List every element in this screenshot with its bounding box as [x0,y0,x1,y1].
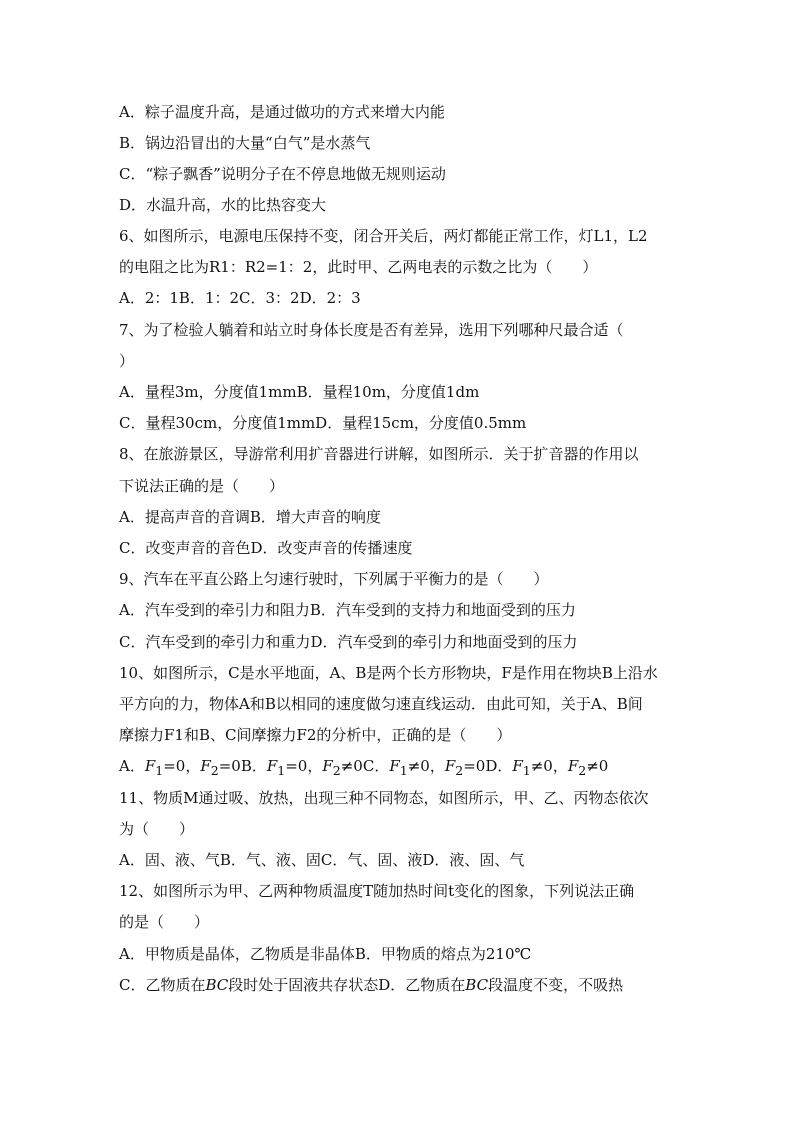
q7-options-ab: A．量程3m，分度值1mmB．量程10m，分度值1dm [119,383,480,401]
q8-stem-line-2: 下说法正确的是（ ） [119,477,285,495]
q5-option-c: C．“粽子飘香”说明分子在不停息地做无规则运动 [119,165,446,183]
q5-option-d: D．水温升高，水的比热容变大 [119,196,327,214]
q9-options-cd: C．汽车受到的牵引力和重力D．汽车受到的牵引力和地面受到的压力 [119,633,578,651]
q8-stem-line-1: 8、在旅游景区，导游常利用扩音器进行讲解，如图所示．关于扩音器的作用以 [119,445,639,463]
q6-stem-line-1: 6、如图所示，电源电压保持不变，闭合开关后，两灯都能正常工作，灯L1，L2 [119,227,648,245]
q10-stem-line-3: 摩擦力F1和B、C间摩擦力F2的分析中，正确的是（ ） [119,726,512,744]
q9-stem: 9、汽车在平直公路上匀速行驶时，下列属于平衡力的是（ ） [119,570,549,588]
q10-stem-line-2: 平方向的力，物体A和B以相同的速度做匀速直线运动．由此可知，关于A、B间 [119,695,643,713]
q8-options-ab: A．提高声音的音调B．增大声音的响度 [119,508,381,526]
q10-options: A．$F_1=0$，$F_2=0B$．$F_1=0$，$F_2\ne 0C$．$F_1\ne 0$，$F_2=0D$．$F_1\ne 0$，$F_2\ne 0$ [119,757,609,778]
q7-stem-line-2: ） [119,352,135,370]
q12-options-ab: A．甲物质是晶体，乙物质是非晶体B．甲物质的熔点为210℃ [119,945,532,963]
q8-options-cd: C．改变声音的音色D．改变声音的传播速度 [119,539,413,557]
q5-option-b: B．锅边沿冒出的大量“白气”是水蒸气 [119,134,371,152]
q9-options-ab: A．汽车受到的牵引力和阻力B．汽车受到的支持力和地面受到的压力 [119,601,576,619]
q5-option-a: A．粽子温度升高，是通过做功的方式来增大内能 [119,103,445,121]
q7-stem-line-1: 7、为了检验人躺着和站立时身体长度是否有差异，选用下列哪种尺最合适（ [119,321,624,339]
q11-options: A．固、液、气B．气、液、固C．气、固、液D．液、固、气 [119,851,525,869]
q12-stem-line-2: 的是（ ） [119,913,210,931]
q6-stem-line-2: 的电阻之比为R1：R2=1：2，此时甲、乙两电表的示数之比为（ ） [119,258,598,276]
q11-stem-line-1: 11、物质M通过吸、放热，出现三种不同物态，如图所示，甲、乙、丙物态依次 [119,789,649,807]
q10-stem-line-1: 10、如图所示，C是水平地面，A、B是两个长方形物块，F是作用在物块B上沿水 [119,664,658,682]
q6-options: A．2：1B．1：2C．3：2D．2：3 [119,289,361,307]
q11-stem-line-2: 为（ ） [119,820,195,838]
q12-stem-line-1: 12、如图所示为甲、乙两种物质温度T随加热时间t变化的图象，下列说法正确 [119,882,635,900]
q12-options-cd: C．乙物质在BC段时处于固液共存状态D．乙物质在BC段温度不变，不吸热 [119,976,624,994]
q7-options-cd: C．量程30cm，分度值1mmD．量程15cm，分度值0.5mm [119,414,527,432]
